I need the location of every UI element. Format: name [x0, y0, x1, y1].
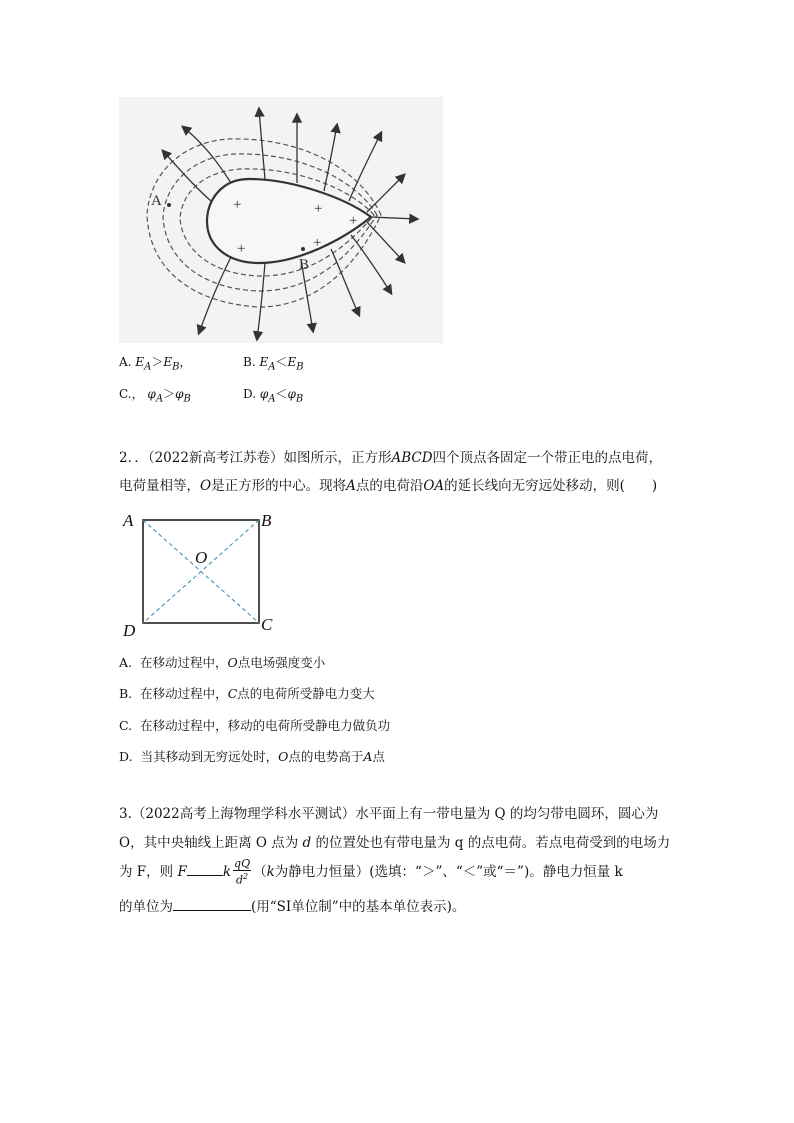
- var: O: [227, 655, 238, 670]
- gt-sign: ＞: [163, 387, 176, 401]
- var-f: F: [177, 864, 187, 880]
- lt-sign: ＜: [275, 387, 288, 401]
- square-figure: [119, 508, 281, 640]
- vertex-c: C: [261, 615, 273, 634]
- q2-choice-b: [119, 685, 375, 703]
- den-var: d: [235, 873, 244, 887]
- text: 在移动过程中，移动的电荷所受静电力做负功: [140, 718, 391, 733]
- text: 电荷量相等，: [119, 478, 200, 494]
- var-q: q: [454, 835, 464, 851]
- q2-stem-line1: [119, 444, 662, 472]
- text: O，其中央轴线上距离: [119, 835, 252, 851]
- text: 的点电荷。若点电荷受到的电场力: [467, 835, 671, 851]
- q1-option-a: A. $E_A>E_B$，: [119, 355, 192, 373]
- field-line: [349, 133, 381, 201]
- conductor-surface: [207, 179, 371, 263]
- option-tag: A.: [119, 355, 132, 369]
- text: 点的电荷所受静电力变大: [237, 686, 375, 701]
- field-line: [351, 235, 391, 293]
- text: 点电场强度变小: [237, 655, 326, 670]
- fraction-numerator: qQ: [234, 857, 251, 871]
- vertex-a: A: [123, 511, 134, 530]
- field-line: [163, 151, 211, 201]
- fraction-denominator: [233, 871, 251, 887]
- var-d: d: [302, 835, 312, 851]
- var: A: [363, 749, 373, 764]
- plus-sign: +: [237, 241, 246, 257]
- text: 的均匀带电圆环，圆心为: [509, 806, 659, 822]
- square-diagram: [119, 508, 281, 640]
- field-line: [324, 125, 337, 191]
- text: 的单位为: [119, 899, 173, 915]
- field-line: [331, 249, 359, 315]
- q2-choice-a: [119, 654, 325, 672]
- fraction-qq-over-d2: [233, 858, 251, 887]
- var-k: k: [266, 864, 275, 880]
- q2-choice-c: [119, 717, 390, 735]
- label-a: A: [151, 193, 162, 209]
- q2-choice-d: [119, 748, 385, 766]
- field-line: [367, 175, 404, 212]
- plus-sign: +: [314, 201, 323, 217]
- option-tag: B.: [243, 355, 256, 369]
- text: 为静电力恒量）(选填：“＞”、“＜”或“＝”)。静电力恒量: [274, 864, 611, 880]
- option-tag: D.: [243, 387, 257, 401]
- text: 的延长线向无穷远处移动，则( ): [444, 478, 658, 494]
- q3-line2: [119, 829, 670, 857]
- label-b: B: [299, 257, 310, 273]
- plus-sign: +: [349, 213, 358, 229]
- point-b-dot: [301, 247, 305, 251]
- field-lines-figure: [119, 97, 443, 343]
- center-o: O: [195, 548, 208, 567]
- text: 四个顶点各固定一个带正电的点电荷，: [432, 450, 663, 466]
- text: 在移动过程中，: [140, 655, 228, 670]
- q1-option-b: B. $E_A<E_B$: [243, 355, 304, 373]
- text: 当其移动到无穷远处时，: [140, 749, 279, 764]
- var-o: O: [255, 835, 267, 851]
- lt-sign: ＜: [275, 355, 288, 369]
- field-line: [371, 217, 417, 219]
- choice-tag: B.: [119, 686, 133, 701]
- q1-option-c: C.， $\varphi_A>\varphi_B$: [119, 387, 191, 405]
- var-a: A: [346, 478, 356, 494]
- text: 点的电荷沿: [355, 478, 424, 494]
- exponent: 2: [243, 872, 249, 882]
- text: 点: [372, 749, 385, 764]
- q3-line1: [119, 800, 658, 828]
- field-line: [259, 109, 265, 179]
- var-oa: OA: [423, 478, 445, 494]
- text: 2．．（2022新高考江苏卷）如图所示，正方形: [119, 450, 392, 466]
- var-o: O: [200, 478, 212, 494]
- var: O: [278, 749, 289, 764]
- var-k: k: [614, 864, 623, 880]
- vertex-b: B: [261, 511, 272, 530]
- text: （: [253, 864, 267, 880]
- text: 为 F，则: [119, 864, 174, 880]
- choice-tag: A.: [119, 655, 133, 670]
- var-k: k: [222, 864, 232, 880]
- gt-sign: ＞: [151, 355, 164, 369]
- field-line: [257, 263, 265, 339]
- text: 是正方形的中心。现将: [211, 478, 347, 494]
- text: 的位置处也有带电量为: [315, 835, 451, 851]
- text: 在移动过程中，: [140, 686, 228, 701]
- option-tag: C.，: [119, 387, 144, 401]
- choice-tag: D.: [119, 749, 133, 764]
- square-label: ABCD: [391, 450, 433, 466]
- var-q-big: Q: [494, 806, 506, 822]
- text: (用“SI单位制”中的基本单位表示)。: [251, 899, 466, 915]
- var: C: [227, 686, 238, 701]
- plus-sign: +: [313, 235, 322, 251]
- text: 3.（2022高考上海物理学科水平测试）水平面上有一带电量为: [119, 806, 491, 822]
- choice-tag: C.: [119, 718, 133, 733]
- field-lines-diagram: [119, 97, 443, 343]
- q2-stem-line2: [119, 472, 657, 500]
- q1-option-d: D. $\varphi_A<\varphi_B$: [243, 387, 304, 405]
- field-line: [199, 257, 231, 333]
- point-a-dot: [167, 203, 171, 207]
- field-line: [367, 222, 404, 262]
- q3-line3: [119, 858, 623, 887]
- vertex-d: D: [123, 621, 136, 640]
- text: 点为: [271, 835, 299, 851]
- plus-sign: +: [233, 197, 242, 213]
- answer-blank-2[interactable]: [173, 896, 251, 911]
- answer-blank-1[interactable]: [187, 861, 223, 876]
- comma: ，: [179, 355, 192, 369]
- text: 点的电势高于: [288, 749, 364, 764]
- q3-line4: [119, 893, 465, 921]
